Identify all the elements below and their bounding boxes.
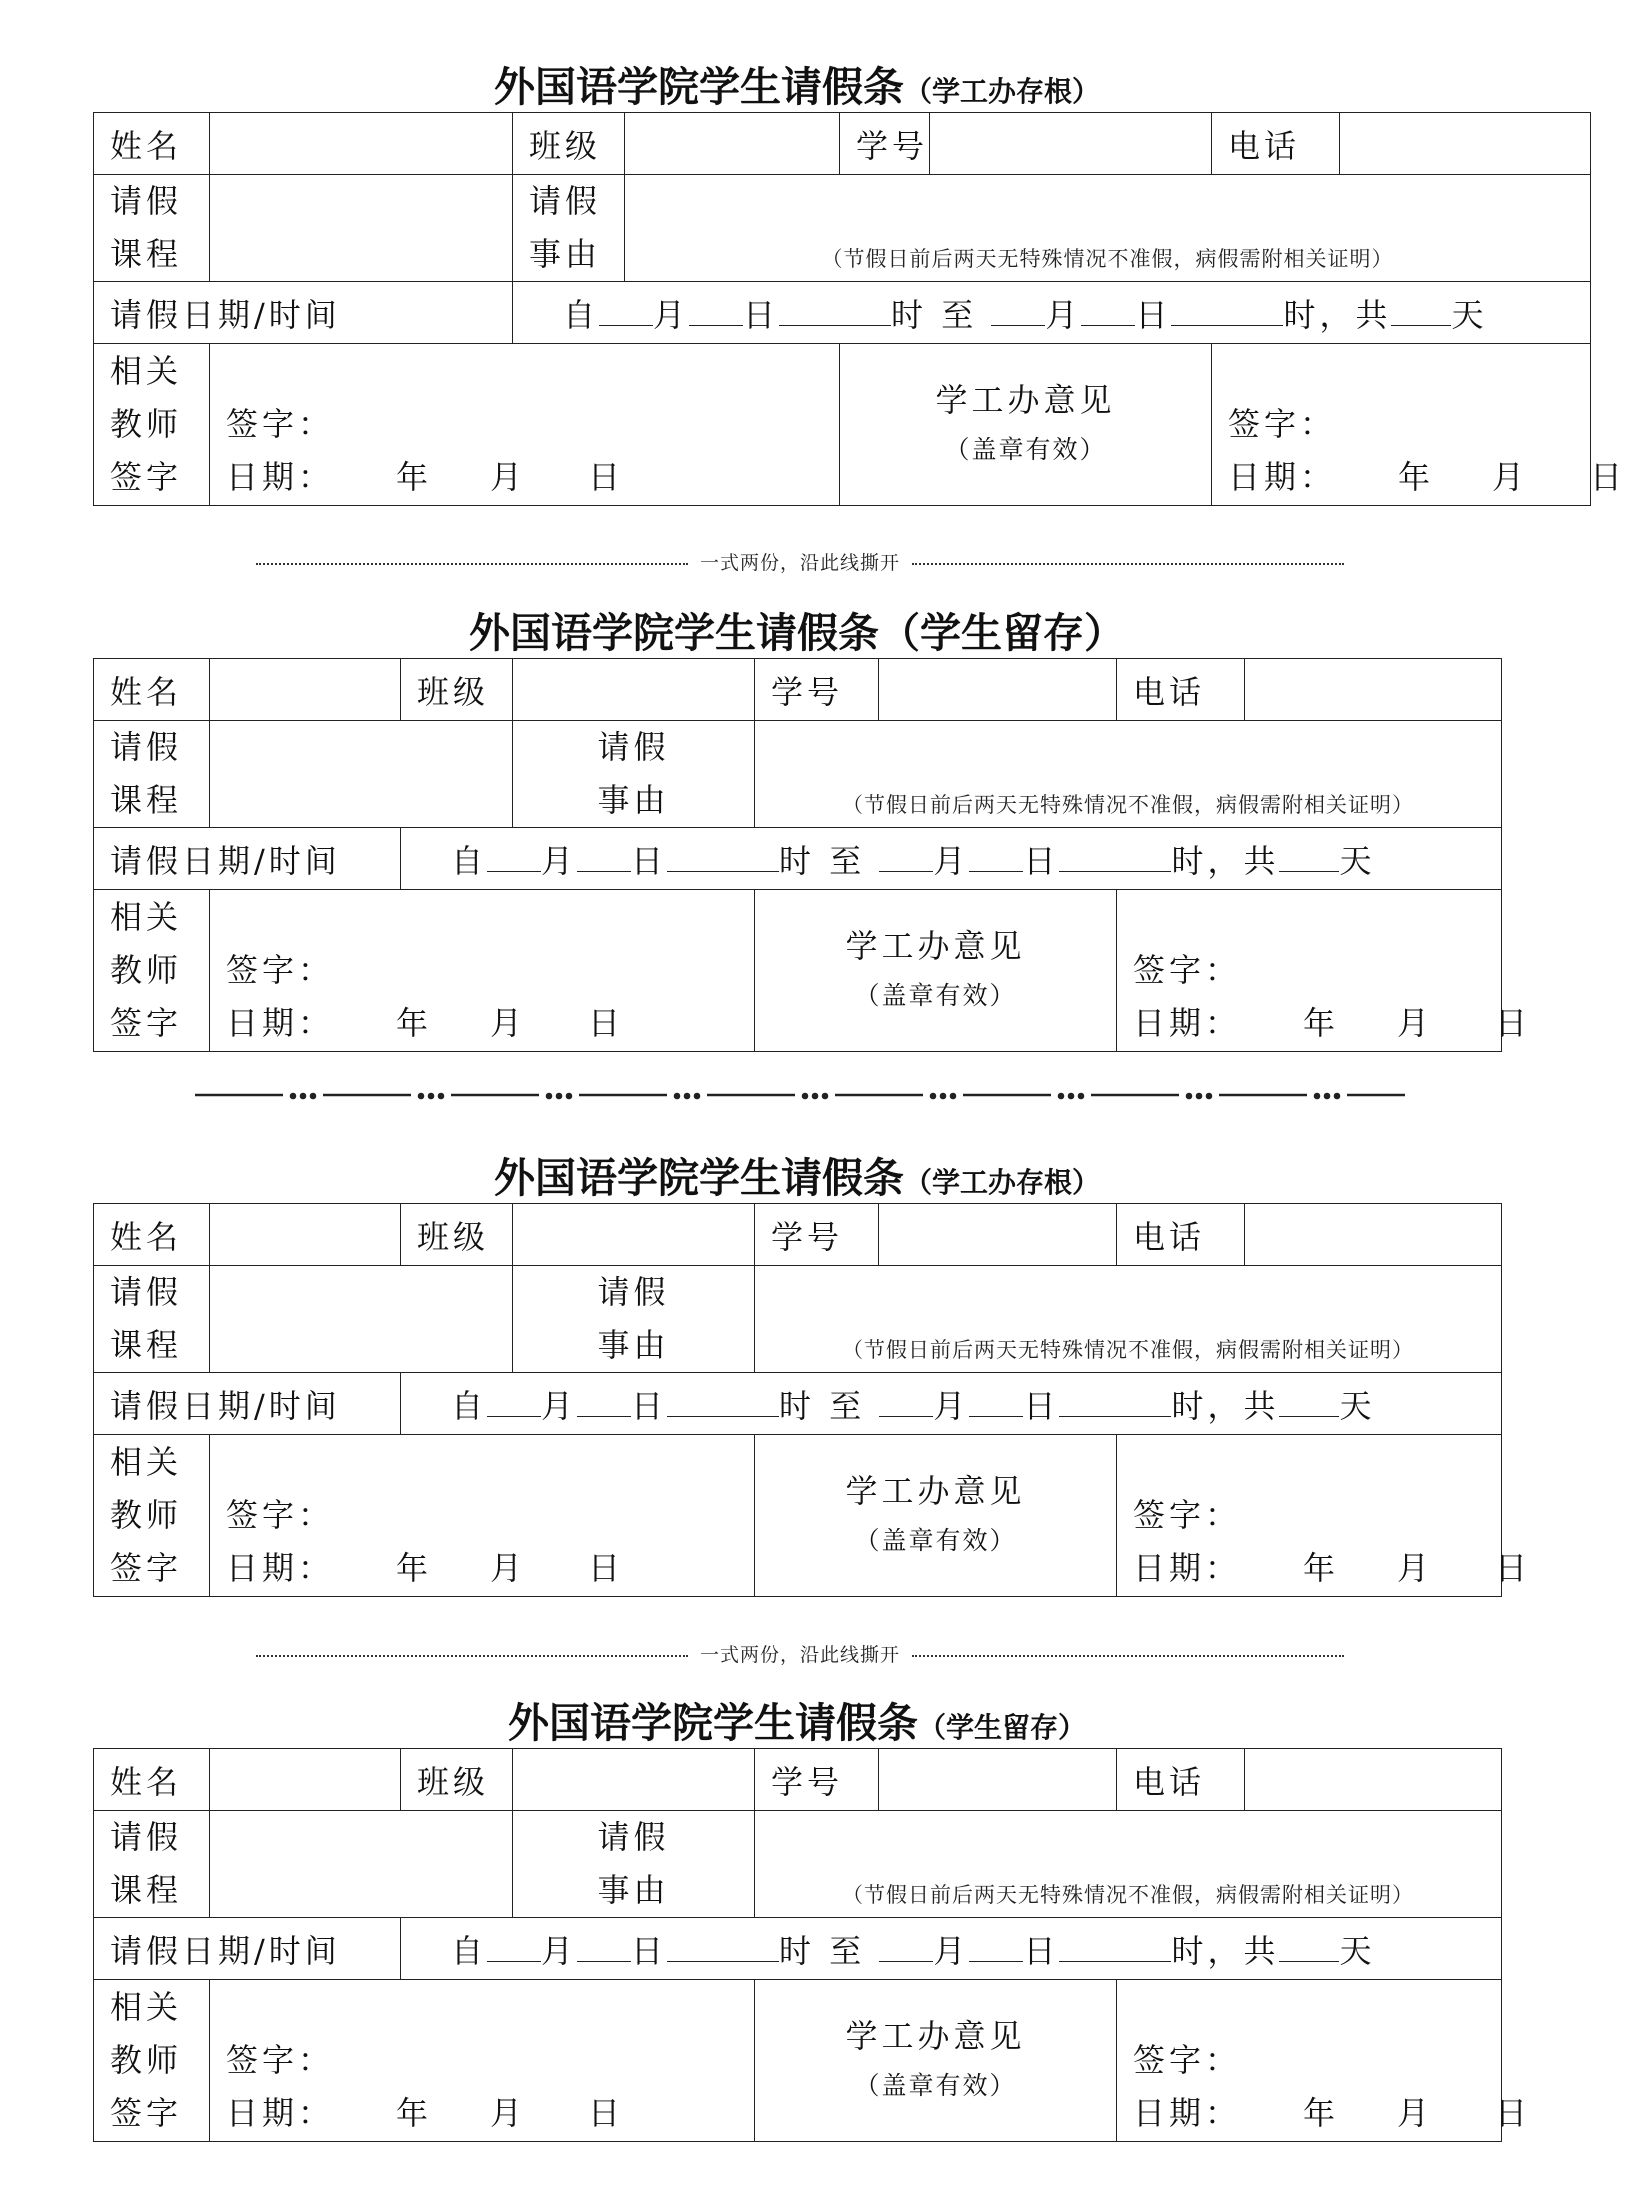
phone-label: 电话 [1117,1749,1245,1811]
date-range-field[interactable]: 自 月 日 时 至 月 日 时，共 天 [401,828,1502,890]
phone-field[interactable] [1245,1204,1502,1266]
name-field[interactable] [210,1749,401,1811]
leave-form-table [93,1748,1532,2142]
phone-label: 电话 [1117,659,1245,721]
course-label: 请假 课程 [94,721,210,828]
office-opinion-label: 学工办意见 （盖章有效） [755,1435,1117,1597]
leave-note: （节假日前后两天无特殊情况不准假，病假需附相关证明） [842,793,1414,817]
phone-field[interactable] [1340,113,1591,175]
phone-field[interactable] [1245,659,1502,721]
leave-note: （节假日前后两天无特殊情况不准假，病假需附相关证明） [842,1883,1414,1907]
office-signature-field[interactable]: 签字： 日期： 年 月 日 [1117,1435,1502,1597]
student-id-field[interactable] [879,1204,1117,1266]
date-label: 请假日期/时间 [94,828,401,890]
date-label: 请假日期/时间 [94,1373,401,1435]
phone-label: 电话 [1117,1204,1245,1266]
teacher-signature-field[interactable]: 签字： 日期： 年 月 日 [210,1435,755,1597]
name-label: 姓名 [94,113,210,175]
name-field[interactable] [210,113,513,175]
leave-slip-3 [93,1154,1532,1597]
phone-field[interactable] [1245,1749,1502,1811]
course-field[interactable] [210,1811,513,1918]
course-label: 请假 课程 [94,175,210,282]
teacher-label: 相关 教师 签字 [94,1435,210,1597]
course-field[interactable] [210,721,513,828]
slip-title: 外国语学院学生请假条（学生留存） [469,609,1125,657]
course-field[interactable] [210,1266,513,1373]
class-label: 班级 [513,113,625,175]
phone-label: 电话 [1212,113,1340,175]
class-label: 班级 [401,1204,513,1266]
office-signature-field[interactable]: 签字： 日期： 年 月 日 [1117,890,1502,1052]
class-field[interactable] [625,113,840,175]
reason-label: 请假 事由 [513,175,625,282]
office-signature-field[interactable]: 签字： 日期： 年 月 日 [1117,1980,1502,2142]
reason-field[interactable] [755,1266,1502,1373]
class-field[interactable] [513,659,755,721]
teacher-label: 相关 教师 签字 [94,1980,210,2142]
leave-form-table [93,658,1532,1052]
reason-label: 请假 事由 [513,1811,755,1918]
reason-field[interactable] [625,175,1591,282]
teacher-signature-field[interactable]: 签字： 日期： 年 月 日 [210,1980,755,2142]
office-opinion-label: 学工办意见 （盖章有效） [840,344,1212,506]
course-label: 请假 课程 [94,1811,210,1918]
date-label: 请假日期/时间 [94,1918,401,1980]
student-id-label: 学号 [755,659,879,721]
student-id-label: 学号 [755,1204,879,1266]
student-id-label: 学号 [840,113,930,175]
class-label: 班级 [401,659,513,721]
reason-field[interactable] [755,1811,1502,1918]
name-label: 姓名 [94,659,210,721]
tear-line-dotted: 一式两份，沿此线撕开 [195,1640,1405,1667]
tear-line-dash-dot [195,1090,1405,1100]
leave-slip-2 [93,609,1532,1052]
date-range-field[interactable]: 自 月 日 时 至 月 日 时，共 天 [513,282,1591,344]
office-opinion-label: 学工办意见 （盖章有效） [755,890,1117,1052]
course-field[interactable] [210,175,513,282]
tear-line-dotted: 一式两份，沿此线撕开 [195,548,1405,575]
name-label: 姓名 [94,1204,210,1266]
student-id-label: 学号 [755,1749,879,1811]
leave-slip-4 [93,1699,1532,2142]
name-label: 姓名 [94,1749,210,1811]
leave-note: （节假日前后两天无特殊情况不准假，病假需附相关证明） [821,247,1394,271]
leave-slip-1 [93,63,1626,506]
course-label: 请假 课程 [94,1266,210,1373]
teacher-signature-field[interactable]: 签字： 日期： 年 月 日 [210,890,755,1052]
slip-title: 外国语学院学生请假条（学工办存根） [493,1154,1100,1202]
teacher-label: 相关 教师 签字 [94,344,210,506]
teacher-signature-field[interactable]: 签字： 日期： 年 月 日 [210,344,840,506]
student-id-field[interactable] [930,113,1212,175]
date-label: 请假日期/时间 [94,282,513,344]
leave-form-table [93,1203,1532,1597]
class-field[interactable] [513,1204,755,1266]
date-range-field[interactable]: 自 月 日 时 至 月 日 时，共 天 [401,1373,1502,1435]
office-opinion-label: 学工办意见 （盖章有效） [755,1980,1117,2142]
slip-title: 外国语学院学生请假条（学工办存根） [493,63,1100,111]
leave-note: （节假日前后两天无特殊情况不准假，病假需附相关证明） [842,1338,1414,1362]
student-id-field[interactable] [879,1749,1117,1811]
reason-field[interactable] [755,721,1502,828]
reason-label: 请假 事由 [513,1266,755,1373]
name-field[interactable] [210,659,401,721]
slip-title: 外国语学院学生请假条（学生留存） [507,1699,1086,1747]
reason-label: 请假 事由 [513,721,755,828]
office-signature-field[interactable]: 签字： 日期： 年 月 日 [1212,344,1591,506]
name-field[interactable] [210,1204,401,1266]
class-label: 班级 [401,1749,513,1811]
leave-form-table [93,112,1626,506]
class-field[interactable] [513,1749,755,1811]
teacher-label: 相关 教师 签字 [94,890,210,1052]
date-range-field[interactable]: 自 月 日 时 至 月 日 时，共 天 [401,1918,1502,1980]
student-id-field[interactable] [879,659,1117,721]
